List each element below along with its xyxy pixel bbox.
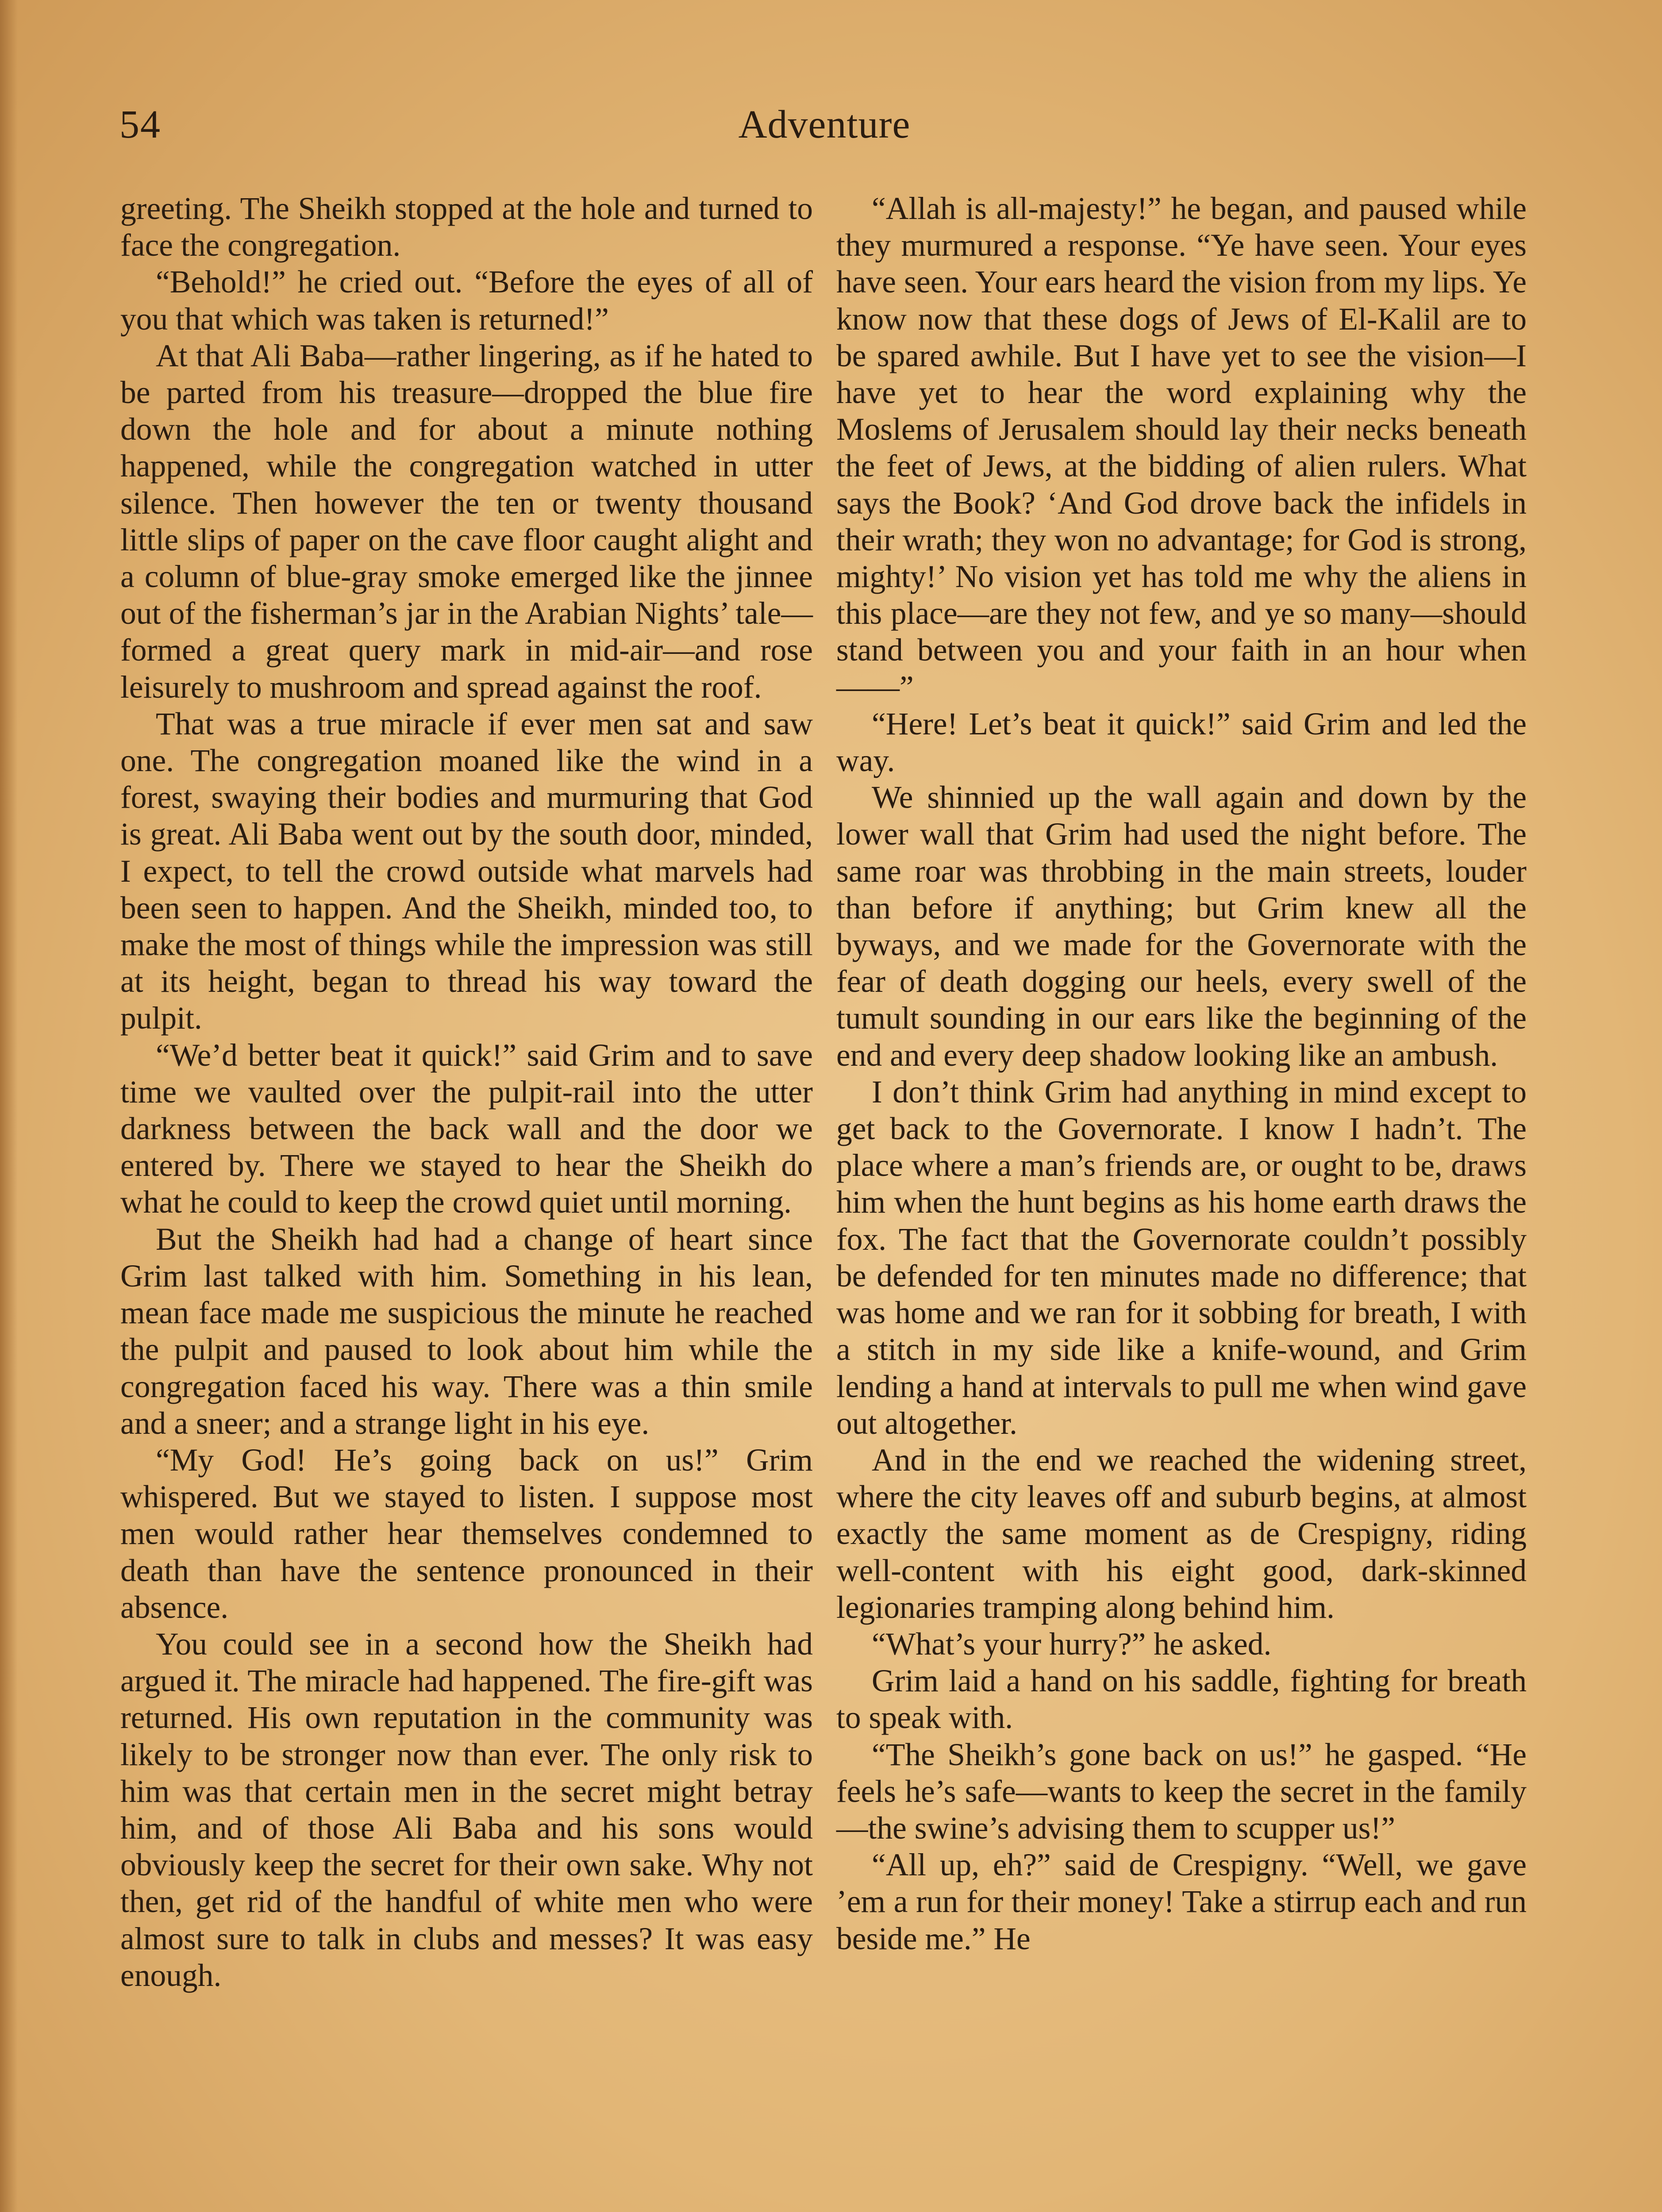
paragraph: I don’t think Grim had anything in mind except to get back to the Governorate. I know I hadn’t. The place where a man’s friends are, or ought to be, draws him when the hunt begins as his home earth draws the fox. The fact that the Governorate couldn’t possibly be defended for ten minutes made no difference; that was home and we ran for it sobbing for breath, I with a stitch in my side like a knife-wound, and Grim lending a hand at intervals to pull me when wind gave out altogether. (836, 1074, 1527, 1441)
paragraph: “We’d better beat it quick!” said Grim and to save time we vaulted over the pulpit-rail into the utter darkness between the back wall and the door we entered by. There we stayed to hear the Sheikh do what he could to keep the crowd quiet until morning. (120, 1037, 813, 1220)
running-head-title: Adventure (738, 103, 911, 146)
paragraph: greeting. The Sheikh stopped at the hole and turned to face the congregation. (120, 191, 813, 263)
text-column-right (836, 190, 1527, 1957)
paragraph: “My God! He’s going back on us!” Grim whispered. But we stayed to listen. I suppose most men would rather hear themselves condemned to death than have the sentence pronounced in their absence. (120, 1442, 813, 1625)
page-edge-shadow (0, 0, 18, 2212)
text-column-left (120, 190, 813, 1994)
paragraph: We shinnied up the wall again and down by the lower wall that Grim had used the night before. The same roar was throbbing in the main streets, louder than before if anything; but Grim knew all the byways, and we made for the Governorate with the fear of death dogging our heels, every swell of the tumult sounding in our ears like the beginning of the end and every deep shadow looking like an ambush. (836, 780, 1527, 1073)
paragraph: That was a true miracle if ever men sat and saw one. The congregation moaned like the wind in a forest, swaying their bodies and murmuring that God is great. Ali Baba went out by the south door, minded, I expect, to tell the crowd outside what marvels had been seen to happen. And the Sheikh, minded too, to make the most of things while the impression was still at its height, began to thread his way toward the pulpit. (120, 706, 813, 1036)
paragraph: “Allah is all-majesty!” he began, and paused while they murmured a response. “Ye have seen. Your eyes have seen. Your ears heard the vision from my lips. Ye know now that these dogs of Jews of El-Kalil are to be spared awhile. But I have yet to see the vision—I have yet to hear the word explaining why the Moslems of Jerusalem should lay their necks beneath the feet of Jews, at the bidding of alien rulers. What says the Book? ‘And God drove back the infidels in their wrath; they won no advantage; for God is strong, mighty!’ No vision yet has told me why the aliens in this place—are they not few, and ye so many—should stand between you and your faith in an hour when——” (836, 191, 1527, 705)
paragraph: Grim laid a hand on his saddle, fighting for breath to speak with. (836, 1663, 1527, 1736)
paragraph: But the Sheikh had had a change of heart since Grim last talked with him. Something in his lean, mean face made me suspicious the minute he reached the pulpit and paused to look about him while the congregation faced his way. There was a thin smile and a sneer; and a strange light in his eye. (120, 1221, 813, 1441)
page-number: 54 (119, 103, 161, 146)
paragraph: “All up, eh?” said de Crespigny. “Well, we gave ’em a run for their money! Take a stirrup each and run beside me.” He (836, 1847, 1527, 1956)
page-header (119, 102, 1529, 168)
paragraph: “What’s your hurry?” he asked. (872, 1626, 1272, 1662)
paragraph: “Here! Let’s beat it quick!” said Grim and led the way. (836, 706, 1527, 779)
paragraph: “The Sheikh’s gone back on us!” he gasped. “He feels he’s safe—wants to keep the secret in the family—the swine’s advising them to scupper us!” (836, 1737, 1527, 1846)
paragraph: You could see in a second how the Sheikh had argued it. The miracle had happened. The fire-gift was returned. His own reputation in the community was likely to be stronger now than ever. The only risk to him was that certain men in the secret might betray him, and of those Ali Baba and his sons would obviously keep the secret for their own sake. Why not then, get rid of the handful of white men who were almost sure to talk in clubs and messes? It was easy enough. (120, 1626, 813, 1993)
paragraph: At that Ali Baba—rather lingering, as if he hated to be parted from his treasure—dropped the blue fire down the hole and for about a minute nothing happened, while the congregation watched in utter silence. Then however the ten or twenty thousand little slips of paper on the cave floor caught alight and a column of blue-gray smoke emerged like the jinnee out of the fisherman’s jar in the Arabian Nights’ tale—formed a great query mark in mid-air—and rose leisurely to mushroom and spread against the roof. (120, 338, 813, 705)
paragraph: “Behold!” he cried out. “Before the eyes of all of you that which was taken is returned!” (120, 265, 813, 337)
paragraph: And in the end we reached the widening street, where the city leaves off and suburb begins, at almost exactly the same moment as de Crespigny, riding well-content with his eight good, dark-skinned legionaries tramping along behind him. (836, 1442, 1527, 1625)
